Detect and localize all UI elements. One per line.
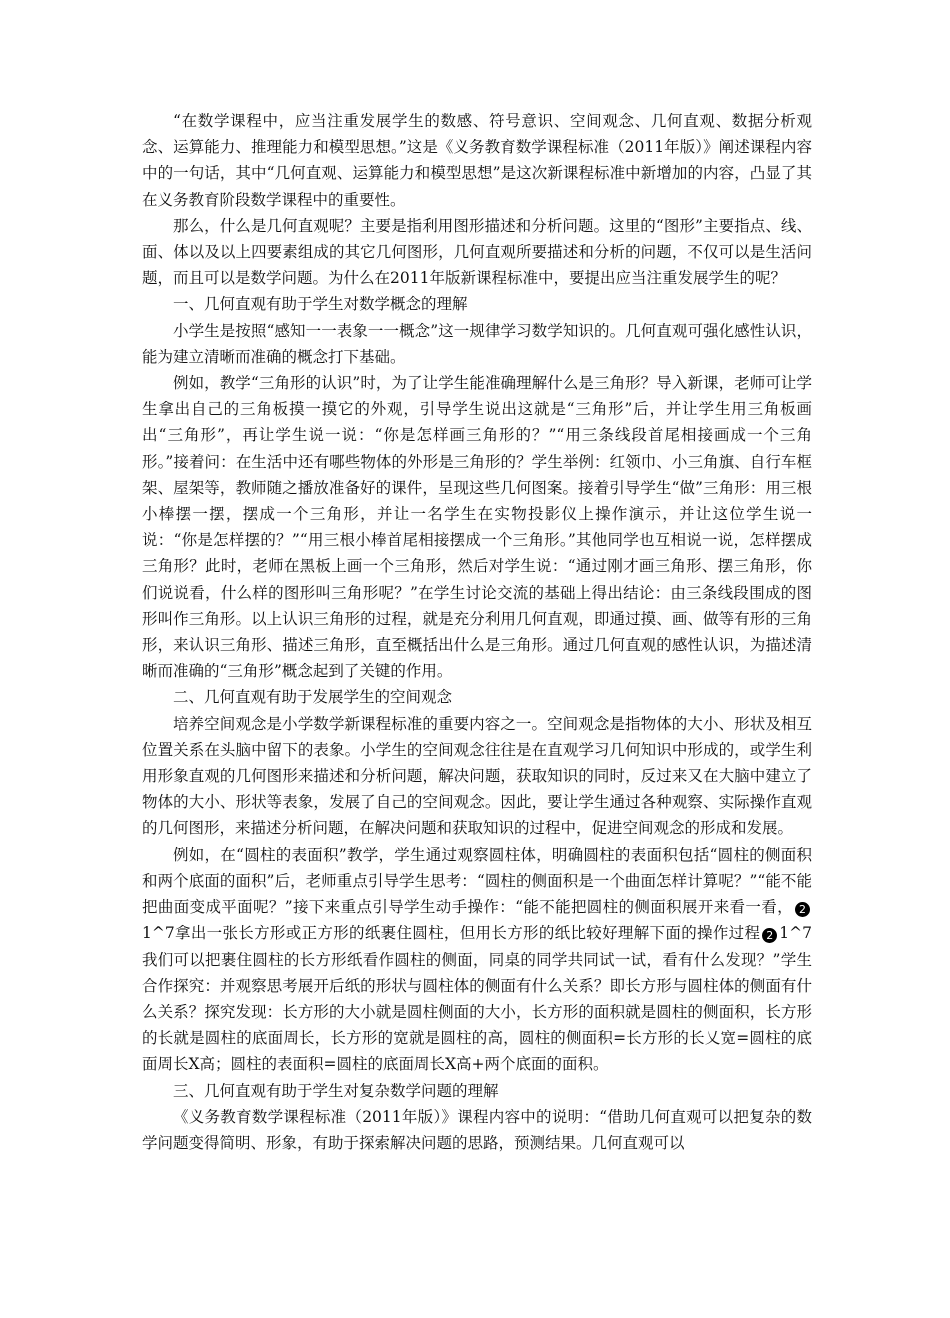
- cylinder-text-part1: 例如，在“圆柱的表面积”教学，学生通过观察圆柱体，明确圆柱的表面积包括“圆柱的侧面积和两个底面的面积”后，老师重点引导学生思考：“圆柱的侧面积是一个曲面怎样计算呢？”“能不能把曲面变成平面呢？”接下来重点引导学生动手操作：“能不能把圆柱的侧面积展开来看一看，: [142, 845, 812, 917]
- paragraph-spatial-concept: 培养空间观念是小学数学新课程标准的重要内容之一。空间观念是指物体的大小、形状及相互位置关系在头脑中留下的表象。小学生的空间观念往往是在直观学习几何知识中形成的，或学生利用形象直观的几何图形来描述和分析问题，解决问题，获取知识的同时，反过来又在大脑中建立了物体的大小、形状等表象，发展了自己的空间观念。因此，要让学生通过各种观察、实际操作直观的几何图形，来描述分析问题，在解决问题和获取知识的过程中，促进空间观念的形成和发展。: [142, 714, 812, 838]
- paragraph-concept-learning: 小学生是按照“感知一一表象一一概念”这一规律学习数学知识的。几何直观可强化感性认识，能为建立清晰而准确的概念打下基础。: [142, 321, 812, 366]
- section-heading-2: 二、几何直观有助于发展学生的空间观念: [173, 688, 453, 707]
- paragraph-standard-quote: 《义务教育数学课程标准（2011年版）》课程内容中的说明：“借助几何直观可以把复杂的数学问题变得简明、形象，有助于探索解决问题的思路，预测结果。几何直观可以: [142, 1107, 812, 1152]
- paragraph-triangle-example: 例如，教学“三角形的认识”时，为了让学生能准确理解什么是三角形？导入新课，老师可让学生拿出自己的三角板摸一摸它的外观，引导学生说出这就是“三角形”后，并让学生用三角板画出“三角形”，再让学生说一说：“你是怎样画三角形的？”“用三条线段首尾相接画成一个三角形。”接着问：在生活中还有哪些物体的外形是三角形的？学生举例：红领巾、小三角旗、自行车框架、屋架等，教师随之播放准备好的课件，呈现这些几何图案。接着引导学生“做”三角形：用三根小棒摆一摆，摆成一个三角形，并让一名学生在实物投影仪上操作演示，并让这位学生说一说：“你是怎样摆的？”“用三根小棒首尾相接摆成一个三角形。”其他同学也互相说一说，怎样摆成三角形？此时，老师在黑板上画一个三角形，然后对学生说：“通过刚才画三角形、摆三角形，你们说说看，什么样的图形叫三角形呢？”在学生讨论交流的基础上得出结论：由三条线段围成的图形叫作三角形。以上认识三角形的过程，就是充分利用几何直观，即通过摸、画、做等有形的三角形，来认识三角形、描述三角形，直至概括出什么是三角形。通过几何直观的感性认识，为描述清晰而准确的“三角形”概念起到了关键的作用。: [142, 374, 812, 681]
- paragraph-cylinder-example: [142, 842, 812, 1078]
- section-heading-3: 三、几何直观有助于学生对复杂数学问题的理解: [173, 1081, 499, 1100]
- circled-number-marker: 2: [795, 902, 810, 917]
- paragraph-definition: 那么，什么是几何直观呢？主要是指利用图形描述和分析问题。这里的“图形”主要指点、线、面、体以及以上四要素组成的其它几何图形，几何直观所要描述和分析的问题，不仅可以是生活问题，而且可以是数学问题。为什么在2011年版新课程标准中，要提出应当注重发展学生的呢？: [142, 216, 812, 288]
- section-heading-1: 一、几何直观有助于学生对数学概念的理解: [173, 295, 468, 314]
- cylinder-text-part3: 1^7我们可以把裹住圆柱的长方形纸看作圆柱的侧面，同桌的同学共同试一试，看有什么发现？”学生合作探究：并观察思考展开后纸的形状与圆柱体的侧面有什么关系？即长方形与圆柱体的侧面有什么关系？探究发现：长方形的大小就是圆柱侧面的大小，长方形的面积就是圆柱的侧面积，长方形的长就是圆柱的底面周长，长方形的宽就是圆柱的高，圆柱的侧面积=长方形的长乂宽=圆柱的底面周长X高；圆柱的表面积=圆柱的底面周长X高+两个底面的面积。: [142, 924, 812, 1074]
- paragraph-intro-quote: “在数学课程中，应当注重发展学生的数感、符号意识、空间观念、几何直观、数据分析观念、运算能力、推理能力和模型思想。”这是《义务教育数学课程标准（2011年版）》阐述课程内容中的一句话，其中“几何直观、运算能力和模型思想”是这次新课程标准中新增加的内容，凸显了其在义务教育阶段数学课程中的重要性。: [142, 112, 812, 209]
- circled-number-marker: 2: [762, 928, 777, 943]
- cylinder-text-part2: 1^7拿出一张长方形或正方形的纸裹住圆柱，但用长方形的纸比较好理解下面的操作过程: [142, 924, 761, 943]
- document-body: [142, 108, 812, 1156]
